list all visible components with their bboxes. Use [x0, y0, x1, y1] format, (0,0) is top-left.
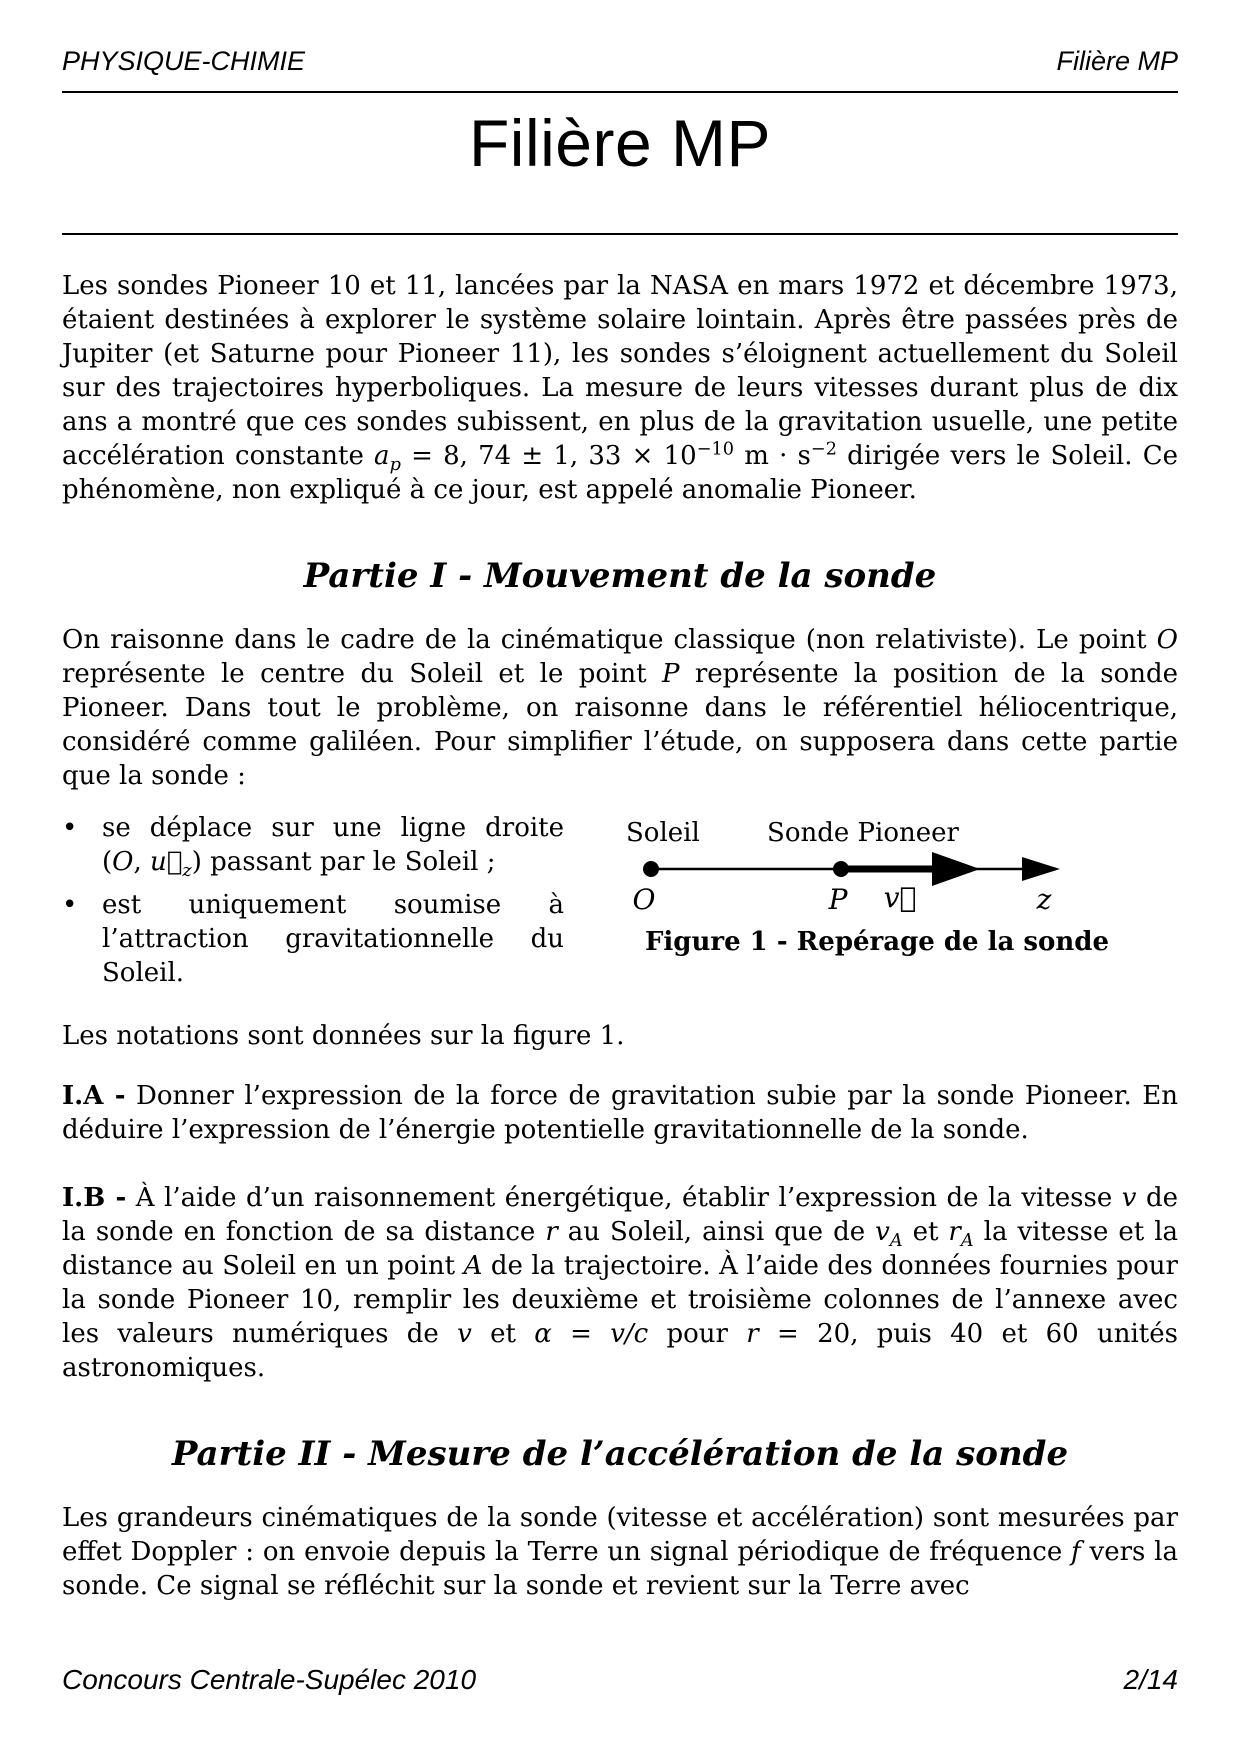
header-track: Filière MP: [1056, 46, 1178, 76]
bullet1-text: [102, 811, 564, 882]
qIB-text-1: À l’aide d’un raisonnement énergétique, établir l’expression de la vitesse: [126, 1182, 1122, 1213]
question-IA-label: I.A -: [62, 1080, 126, 1111]
bullet-list: [62, 811, 564, 999]
part1-text-1: On raisonne dans le cadre de la cinématique classique (non relativiste). Le point: [62, 624, 1157, 655]
part1-text-2: représente le centre du Soleil et le point: [62, 658, 662, 689]
acceleration-formula: $a_p = 8$, 74 ± 1, $33 \times 10^{-10}$ $m \cdot s^{-2}$: [374, 439, 837, 476]
page-footer: [62, 1664, 1178, 1696]
var-O: O: [112, 846, 134, 877]
probe-label: Sonde Pioneer: [767, 817, 959, 848]
question-IB-label: I.B -: [62, 1182, 127, 1213]
part1-heading: Partie I - Mouvement de la sonde: [303, 555, 937, 596]
var-rA-sub: A: [960, 1231, 974, 1252]
var-v-over-c: v/c: [610, 1318, 649, 1349]
point-P-label: P: [828, 882, 848, 916]
bullet2-text: est uniquement soumise à l’attraction gravitationnelle du Soleil.: [102, 889, 564, 988]
bullet1-run-2: ) passant par le Soleil ;: [191, 846, 496, 877]
bullet1-run-1: se déplace sur une ligne droite: [102, 812, 564, 843]
qIB-text-10: = 20, puis 40 et 60 unités astronomiques.: [62, 1318, 1178, 1383]
axis-z-label: z: [1036, 882, 1052, 916]
bullet-icon: •: [62, 889, 78, 920]
var-P: P: [661, 658, 680, 689]
var-v2: v: [457, 1318, 472, 1349]
question-IA-text: Donner l’expression de la force de gravitation subie par la sonde Pioneer. En déduire l’expression de l’énergie potentielle gravitationnelle de la sonde.: [62, 1080, 1178, 1145]
footer-page-number: 2/14: [1123, 1664, 1178, 1695]
point-O-label: O: [632, 882, 656, 916]
var-vA-sub: A: [889, 1231, 903, 1252]
footer-exam-name: Concours Centrale-Supélec 2010: [62, 1664, 477, 1695]
list-item: [62, 888, 564, 990]
qIB-text-7: et: [471, 1318, 535, 1349]
qIB-text-8: =: [551, 1318, 611, 1349]
title-rule: [62, 233, 1178, 235]
question-IB: [62, 1181, 1178, 1385]
part2-text-1: Les grandeurs cinématiques de la sonde (vitesse et accélération) sont mesurées par effet Doppler : on envoie depuis la Terre un signal périodique de fréquence: [62, 1502, 1178, 1567]
comma: ,: [133, 846, 151, 877]
part2-text-2: vers la sonde. Ce signal se réfléchit sur la sonde et revient sur la Terre avec: [62, 1536, 1178, 1601]
sun-dot: [643, 861, 659, 877]
bullets-and-figure: [62, 811, 1178, 999]
intro-text-1: Les sondes Pioneer 10 et 11, lancées par la NASA en mars 1972 et décembre 1973, étaient destinées à explorer le système solaire lointain. Après être passées près de Jupiter (et Saturne pour Pioneer 11), les sondes s’éloignent actuellement du Soleil sur des trajectoires hyperboliques. La mesure de leurs vitesses durant plus de dix ans a montré que ces sondes subissent, en plus de la gravitation usuelle, une petite accélération constante: [62, 270, 1178, 471]
var-f: f: [1071, 1536, 1081, 1567]
part2-paragraph: [62, 1501, 1178, 1603]
intro-paragraph: [62, 269, 1178, 507]
qIB-text-2: de la sonde en fonction de sa distance: [62, 1182, 1178, 1247]
bullet-icon: •: [62, 812, 78, 843]
page-title: Filière MP: [468, 106, 772, 180]
velocity-label: v⃗: [883, 880, 917, 914]
list-item: [62, 811, 564, 882]
var-vA: [875, 1216, 903, 1252]
part2-heading: Partie II - Mesure de l’accélération de la sonde: [171, 1433, 1069, 1474]
var-A: A: [463, 1250, 483, 1281]
axis-notation: [102, 846, 496, 882]
paren-open: (: [102, 846, 113, 877]
qIB-text-3: au Soleil, ainsi que de: [557, 1216, 876, 1247]
var-alpha: α: [534, 1318, 552, 1349]
page-header: [62, 0, 1178, 77]
probe-diagram: [576, 811, 1176, 923]
notations-paragraph: Les notations sont données sur la figure 1.: [62, 1020, 625, 1051]
qIB-text-6: de la trajectoire. À l’aide des données fournies pour la sonde Pioneer 10, remplir les deuxième et troisième colonnes de l’annexe avec les valeurs numériques de: [62, 1250, 1178, 1349]
header-subject: PHYSIQUE-CHIMIE: [62, 46, 306, 76]
var-r: r: [545, 1216, 558, 1247]
part1-text-3: représente la position de la sonde Pioneer. Dans tout le problème, on raisonne dans le référentiel héliocentrique, considéré comme galiléen. Pour simplifier l’étude, on supposera dans cette partie que la sonde :: [62, 658, 1178, 791]
figure-1: [564, 811, 1178, 999]
qIB-text-9: pour: [648, 1318, 747, 1349]
var-r2: r: [746, 1318, 759, 1349]
var-v: v: [1121, 1182, 1137, 1213]
vector-u: u⃗: [150, 846, 183, 877]
question-IA: [62, 1079, 1178, 1147]
var-rA: [948, 1216, 974, 1252]
qIB-text-5: la vitesse et la distance au Soleil en un point: [62, 1216, 1179, 1281]
sub-z: z: [182, 861, 192, 882]
var-O: O: [1156, 624, 1178, 655]
intro-text-2: dirigée vers le Soleil. Ce phénomène, non expliqué à ce jour, est appelé anomalie Pioneer.: [62, 440, 1178, 505]
figure-caption: Figure 1 - Repérage de la sonde: [644, 926, 1110, 957]
part1-paragraph: [62, 623, 1178, 793]
qIB-text-4: et: [902, 1216, 949, 1247]
var-vA-base: v: [875, 1216, 890, 1247]
var-rA-base: r: [948, 1216, 961, 1247]
axis-arrowhead-icon: [1022, 857, 1060, 881]
sun-label: Soleil: [626, 817, 700, 848]
velocity-arrowhead-icon: [932, 852, 980, 886]
header-rule: [62, 91, 1178, 93]
